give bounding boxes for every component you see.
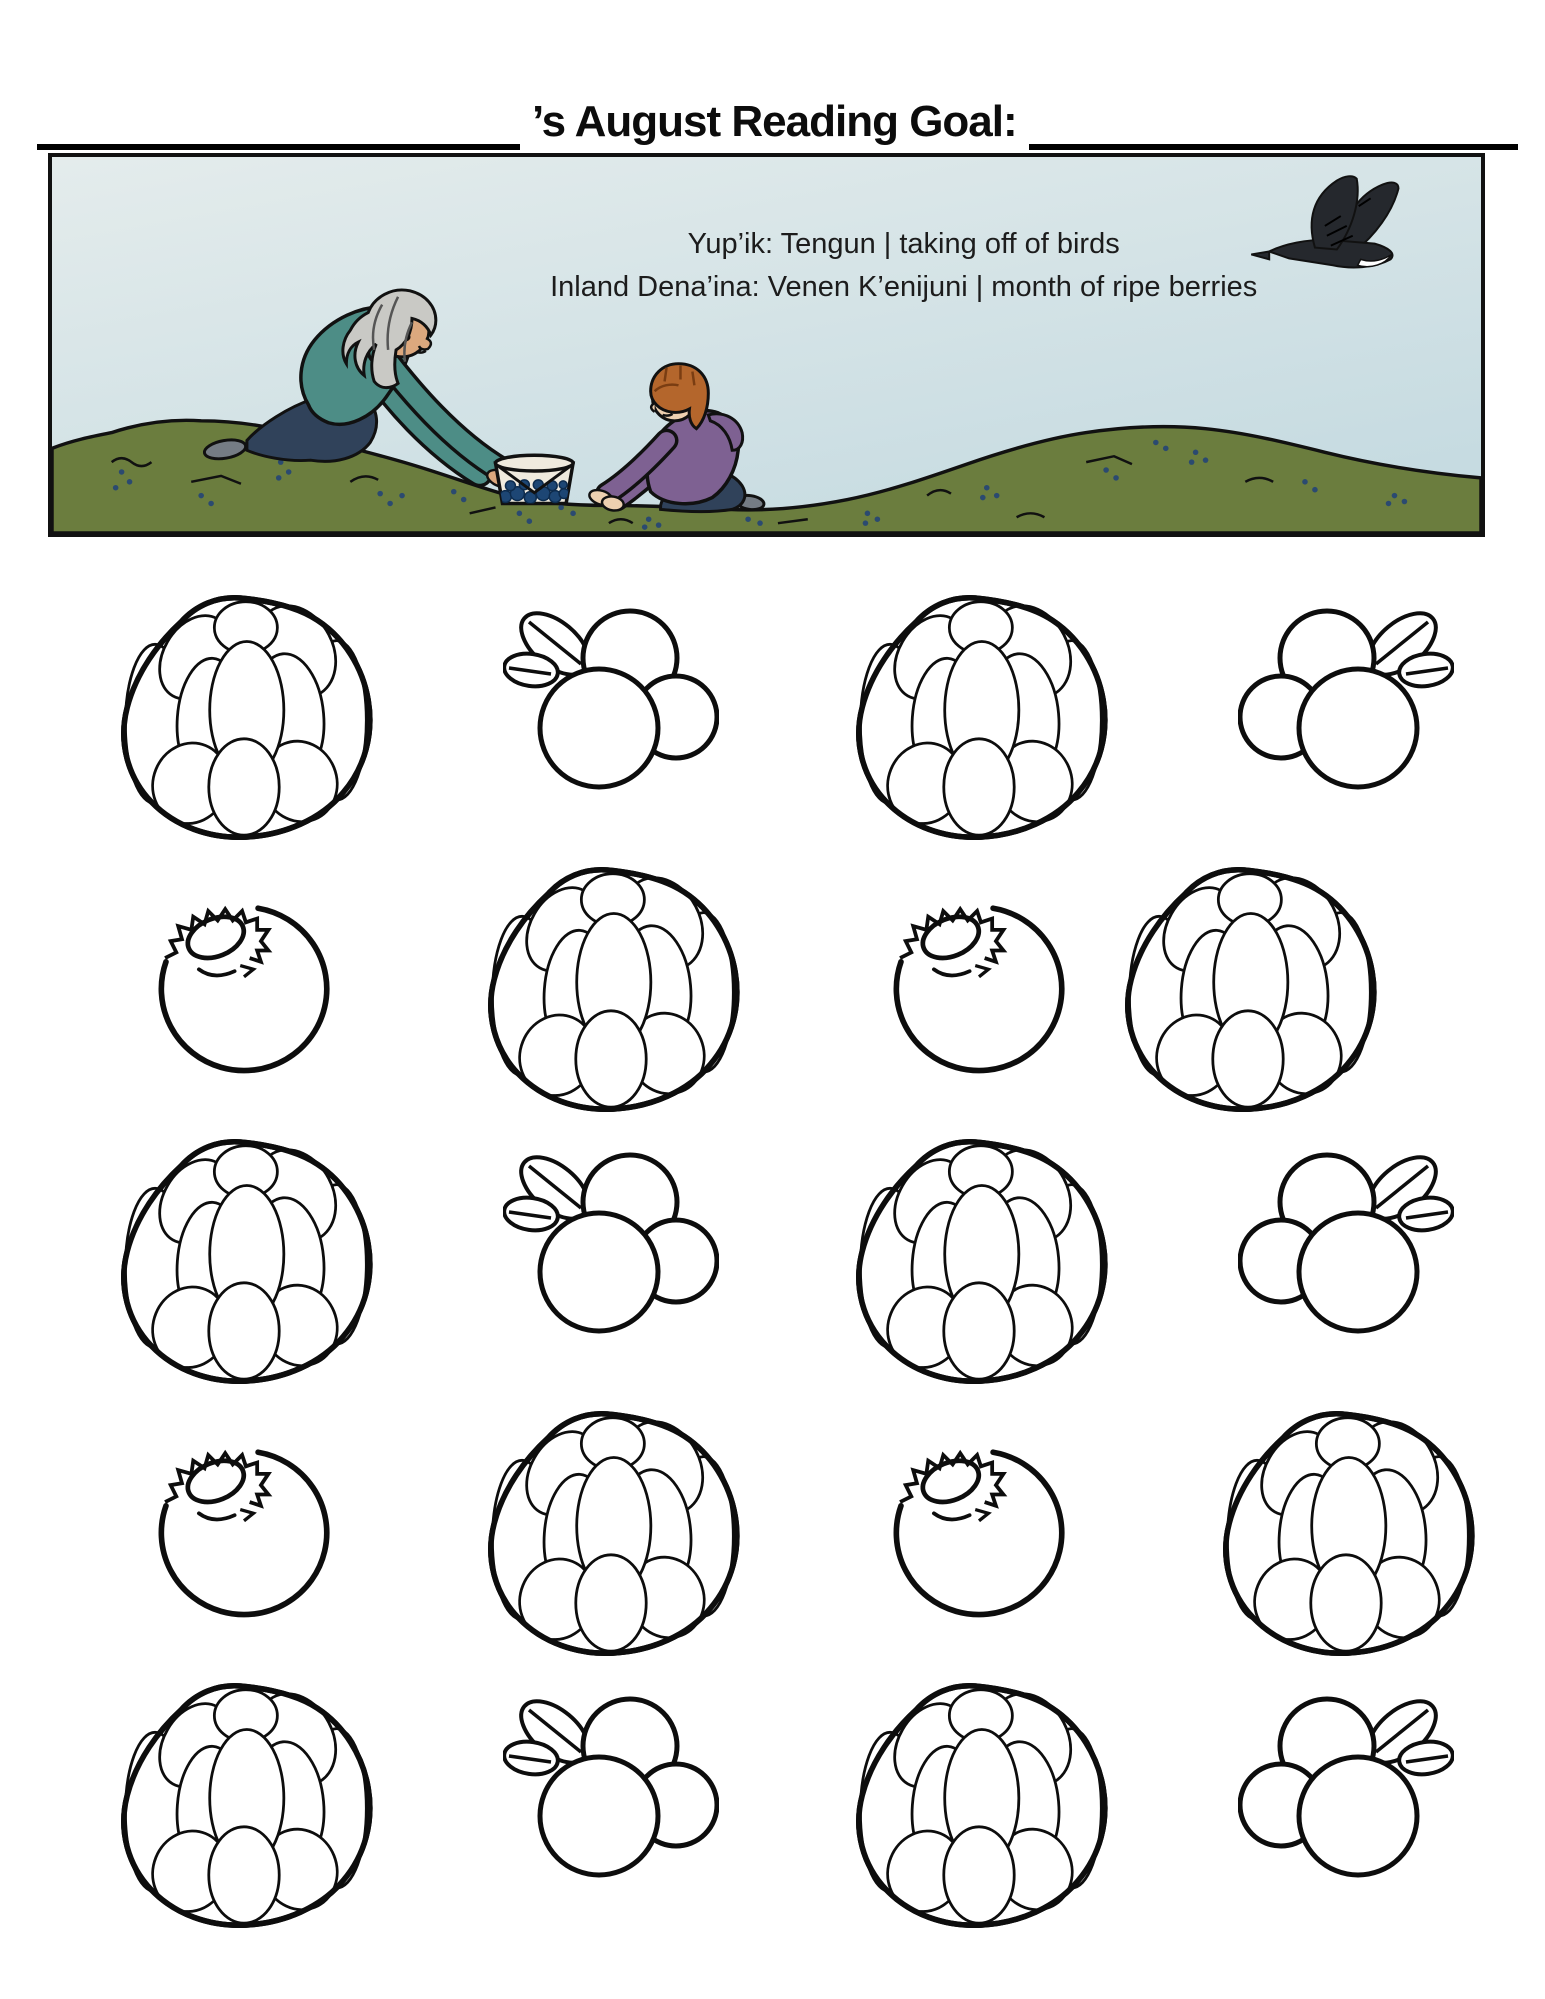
cloudberry-outline [1207, 1401, 1485, 1659]
header-illustration [48, 153, 1485, 537]
yupik-caption: Yup’ik: Tengun | taking off of birds [687, 228, 1120, 260]
berry-r5-c2-cranberry-left [428, 1666, 796, 1938]
lingonberry-cluster-outline [1238, 1696, 1454, 1886]
berry-r1-c4-cranberry-right [1163, 578, 1531, 850]
blueberry-outline [885, 1440, 1073, 1620]
berry-r2-c3-blueberry [795, 850, 1163, 1122]
cloudberry-outline [840, 585, 1118, 843]
cloudberry-outline [472, 1401, 750, 1659]
berry-r3-c4-cranberry-right [1163, 1122, 1531, 1394]
cloudberry-outline [105, 1129, 383, 1387]
berry-r1-c1-cloudberry [60, 578, 428, 850]
cloudberry-outline [840, 1129, 1118, 1387]
lingonberry-cluster-outline [503, 608, 719, 798]
denaina-caption: Inland Dena’ina: Venen K’enijuni | month of ripe berries [550, 271, 1258, 303]
berry-r4-c2-cloudberry [428, 1394, 796, 1666]
cloudberry-outline [105, 585, 383, 843]
blueberry-outline [150, 896, 338, 1076]
berry-r2-c4-cloudberry [1163, 850, 1531, 1122]
lingonberry-cluster-outline [503, 1152, 719, 1342]
blueberry-outline [150, 1440, 338, 1620]
page-title: ’s August Reading Goal: [532, 97, 1017, 146]
lingonberry-cluster-outline [503, 1696, 719, 1886]
cloudberry-outline [840, 1673, 1118, 1931]
berry-r5-c1-cloudberry [60, 1666, 428, 1938]
berry-r2-c2-cloudberry [428, 850, 796, 1122]
berry-tracker-grid [60, 578, 1530, 1938]
berry-r4-c4-cloudberry [1163, 1394, 1531, 1666]
berry-r3-c1-cloudberry [60, 1122, 428, 1394]
cloudberry-outline [105, 1673, 383, 1931]
berry-r5-c3-cloudberry [795, 1666, 1163, 1938]
berry-r1-c2-cranberry-left [428, 578, 796, 850]
berry-r3-c2-cranberry-left [428, 1122, 796, 1394]
berry-bucket [496, 455, 574, 503]
month-names-caption [481, 223, 1327, 309]
berry-r4-c1-blueberry [60, 1394, 428, 1666]
lingonberry-cluster-outline [1238, 608, 1454, 798]
goal-blank-line[interactable] [1029, 144, 1518, 150]
berry-r2-c1-blueberry [60, 850, 428, 1122]
cloudberry-outline [472, 857, 750, 1115]
name-blank-line[interactable] [37, 144, 520, 150]
berry-r3-c3-cloudberry [795, 1122, 1163, 1394]
title-row [37, 0, 1518, 150]
berry-r4-c3-blueberry [795, 1394, 1163, 1666]
blueberry-outline [885, 896, 1073, 1076]
cloudberry-outline [1109, 857, 1387, 1115]
lingonberry-cluster-outline [1238, 1152, 1454, 1342]
berry-r1-c3-cloudberry [795, 578, 1163, 850]
berry-r5-c4-cranberry-right [1163, 1666, 1531, 1938]
berry-picking-scene [52, 157, 1481, 533]
